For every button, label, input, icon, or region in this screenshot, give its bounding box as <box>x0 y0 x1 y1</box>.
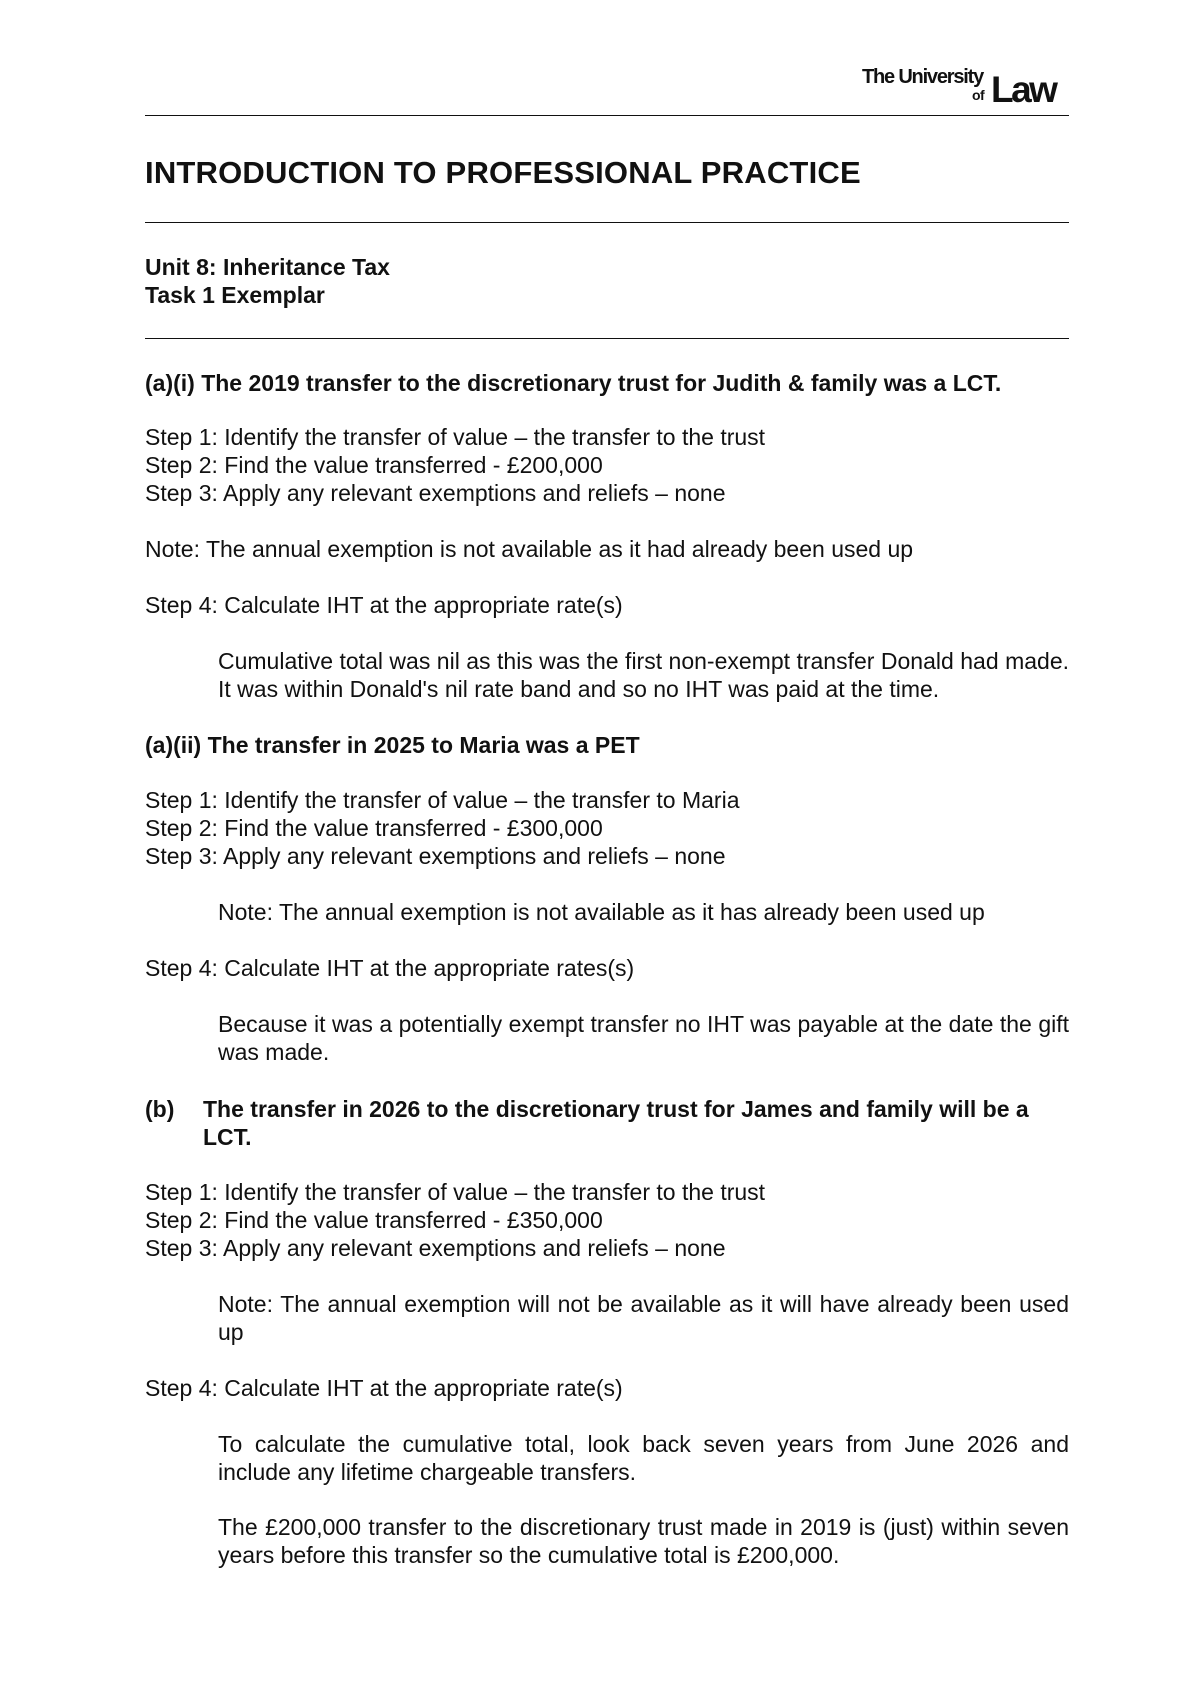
document-title: INTRODUCTION TO PROFESSIONAL PRACTICE <box>145 155 861 190</box>
section-a-ii-step-4: Step 4: Calculate IHT at the appropriate rates(s) <box>145 955 635 981</box>
section-b-note: Note: The annual exemption will not be available as it will have already been used up <box>218 1291 1069 1345</box>
section-b-paragraph-1: To calculate the cumulative total, look back seven years from June 2026 and include any lifetime chargeable transfers. <box>218 1431 1069 1485</box>
logo-line-1: The University <box>862 66 984 88</box>
logo-line-3: Law <box>991 69 1056 110</box>
section-a-i-step-2: Step 2: Find the value transferred - £200,000 <box>145 452 603 478</box>
section-a-ii-note: Note: The annual exemption is not available as it has already been used up <box>218 899 985 925</box>
section-a-i-step-3: Step 3: Apply any relevant exemptions and reliefs – none <box>145 480 726 506</box>
section-b-label: (b) <box>145 1096 175 1122</box>
title-divider <box>145 222 1069 223</box>
logo-line-2: of <box>972 87 985 103</box>
section-a-i-note: Note: The annual exemption is not available as it had already been used up <box>145 536 914 562</box>
section-a-ii-step-2: Step 2: Find the value transferred - £300,000 <box>145 815 603 841</box>
section-a-ii-step-1: Step 1: Identify the transfer of value – the transfer to Maria <box>145 787 740 813</box>
section-b-step-1: Step 1: Identify the transfer of value – the transfer to the trust <box>145 1179 766 1205</box>
section-a-i-step-4: Step 4: Calculate IHT at the appropriate rate(s) <box>145 592 623 618</box>
university-logo <box>862 64 1068 110</box>
header-divider <box>145 115 1069 116</box>
section-a-ii-explanation: Because it was a potentially exempt transfer no IHT was payable at the date the gift was made. <box>218 1011 1069 1065</box>
section-b-paragraph-2: The £200,000 transfer to the discretionary trust made in 2019 is (just) within seven years before this transfer so the cumulative total is £200,000. <box>218 1514 1069 1568</box>
unit-heading: Unit 8: Inheritance Tax <box>145 254 390 280</box>
section-a-i-heading: (a)(i) The 2019 transfer to the discretionary trust for Judith & family was a LCT. <box>145 370 1002 396</box>
section-b-step-3: Step 3: Apply any relevant exemptions and reliefs – none <box>145 1235 726 1261</box>
section-b-heading: The transfer in 2026 to the discretionary trust for James and family will be a LCT. <box>203 1096 1029 1150</box>
subtitle-divider <box>145 338 1069 339</box>
section-a-i-explanation: Cumulative total was nil as this was the first non-exempt transfer Donald had made. It was within Donald's nil rate band and so no IHT was paid at the time. <box>218 648 1069 702</box>
section-a-i-step-1: Step 1: Identify the transfer of value – the transfer to the trust <box>145 424 766 450</box>
section-a-ii-step-3: Step 3: Apply any relevant exemptions and reliefs – none <box>145 843 726 869</box>
task-heading: Task 1 Exemplar <box>145 282 325 308</box>
section-a-ii-heading: (a)(ii) The transfer in 2025 to Maria was a PET <box>145 732 640 758</box>
section-b-step-4: Step 4: Calculate IHT at the appropriate rate(s) <box>145 1375 623 1401</box>
section-b-step-2: Step 2: Find the value transferred - £350,000 <box>145 1207 603 1233</box>
